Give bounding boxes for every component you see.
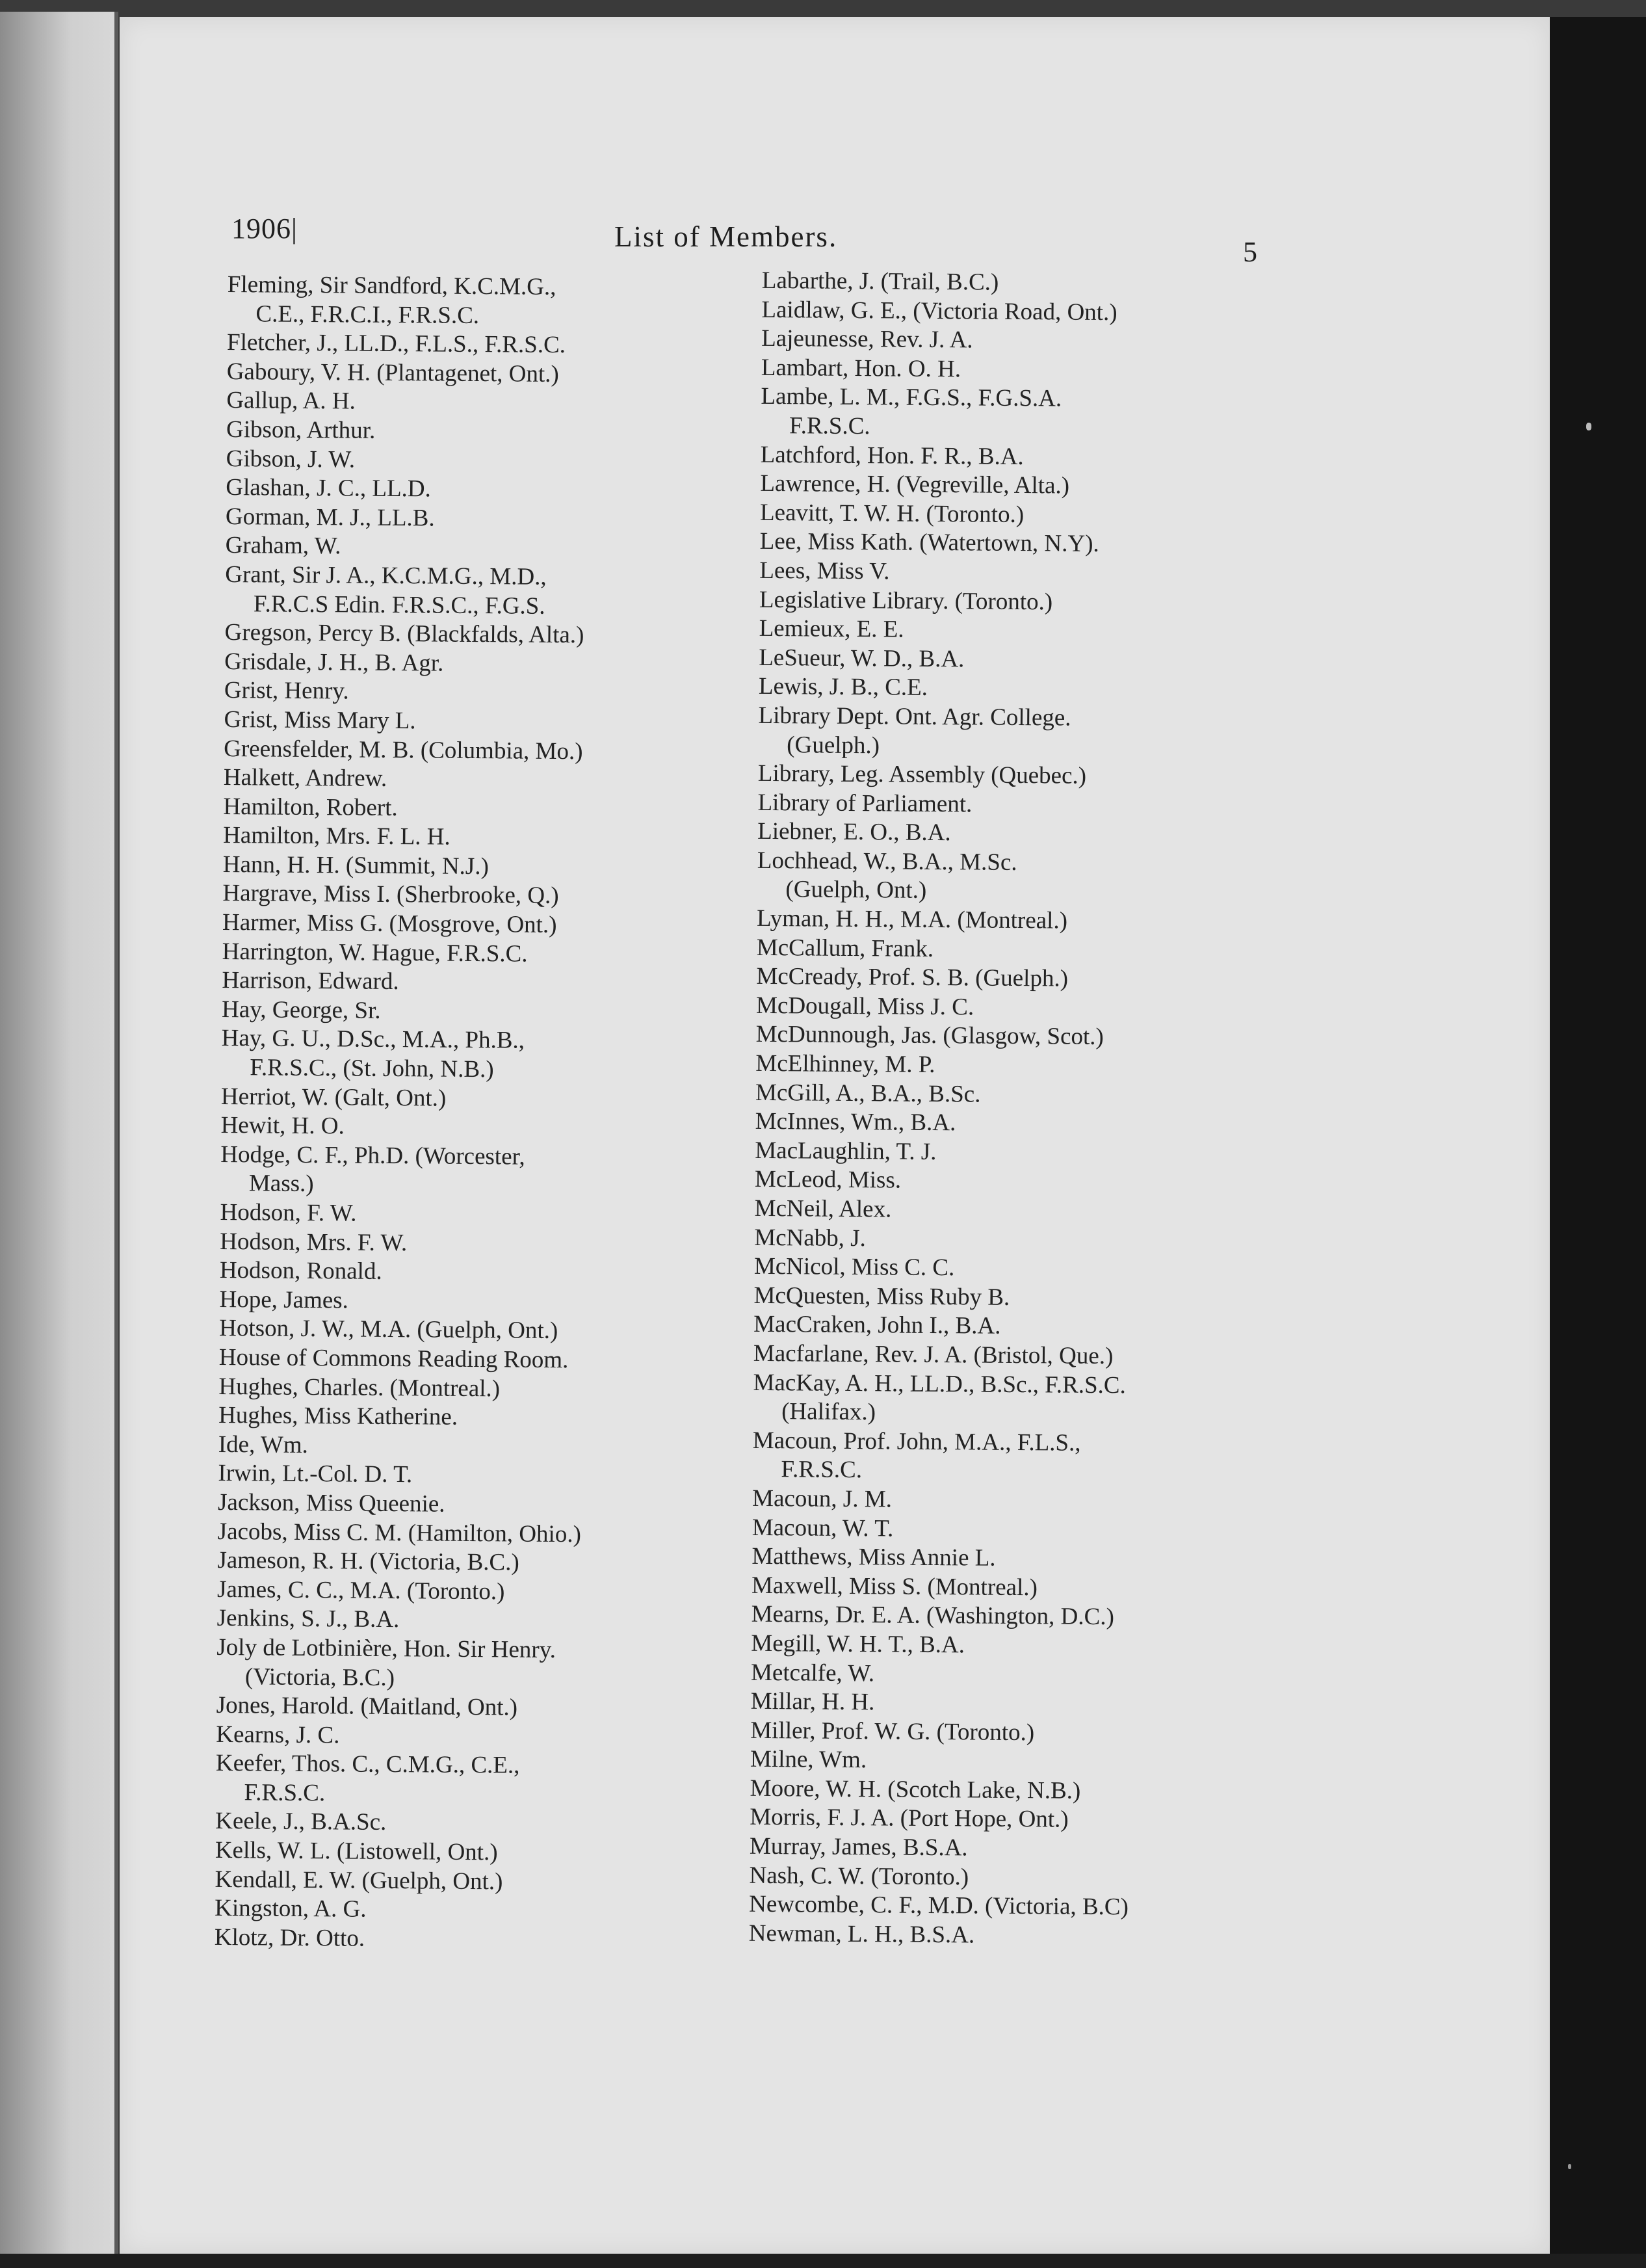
member-name: Megill, W. H. T., B.A. [751,1629,965,1659]
member-name: Gregson, Percy B. (Blackfalds, Alta.) [224,619,584,649]
member-list-left-column [215,270,735,1956]
member-entry [757,904,1264,938]
member-entry [216,1691,723,1724]
member-name: McNabb, J. [754,1224,867,1252]
member-name: Fleming, Sir Sandford, K.C.M.G., [227,270,556,300]
member-name: McInnes, Wm., B.A. [755,1108,956,1137]
member-entry [218,1488,725,1522]
member-entry [218,1373,725,1406]
member-entry-continuation: C.E., F.R.C.I., F.R.S.C. [255,300,480,329]
member-entry [218,1431,725,1464]
member-entry [219,1343,726,1377]
member-name: Keele, J., B.A.Sc. [215,1808,387,1836]
member-entry [226,503,733,536]
member-entry [751,1687,1258,1721]
member-name: Kendall, E. W. (Guelph, Ont.) [215,1866,503,1895]
member-entry [224,734,731,767]
member-entry-continuation: F.R.S.C. [244,1779,326,1807]
member-entry [220,1141,728,1202]
member-name: LeSueur, W. D., B.A. [759,644,965,673]
member-name: Keefer, Thos. C., C.M.G., C.E., [215,1750,520,1779]
member-name: Moore, W. H. (Scotch Lake, N.B.) [750,1774,1081,1804]
member-entry [218,1517,725,1550]
member-entry [753,1368,1261,1430]
member-entry [222,879,729,912]
member-entry [754,1194,1261,1228]
member-entry [217,1604,724,1637]
member-name: Macoun, W. T. [751,1514,894,1542]
member-name: Graham, W. [225,532,341,560]
member-name: McElhinney, M. P. [755,1049,935,1079]
member-name: Grant, Sir J. A., K.C.M.G., M.D., [225,560,547,590]
member-entry [756,1020,1263,1053]
member-name: Jenkins, S. J., B.A. [216,1605,400,1633]
dust-speck [1586,423,1591,430]
member-name: Lemieux, E. E. [759,614,904,643]
member-entry [217,1546,724,1579]
member-entry [221,1083,728,1116]
member-name: Lyman, H. H., M.A. (Montreal.) [756,904,1068,934]
member-name: Library, Leg. Assembly (Quebec.) [757,759,1087,789]
member-entry [219,1286,726,1319]
member-name: Glashan, J. C., LL.D. [226,474,432,503]
member-name: Lambe, L. M., F.G.S., F.G.S.A. [761,383,1062,412]
member-name: Hodson, Mrs. F. W. [220,1228,408,1256]
member-name: Newcombe, C. F., M.D. (Victoria, B.C) [749,1891,1129,1921]
member-entry [761,295,1268,328]
member-entry [224,676,731,709]
member-entry [762,267,1269,300]
member-entry [760,527,1267,560]
member-entry [750,1832,1257,1866]
member-name: Hodson, F. W. [220,1198,357,1227]
member-name: Legislative Library. (Toronto.) [759,586,1053,615]
member-entry [751,1629,1258,1663]
member-name: Grist, Henry. [224,677,349,705]
member-entry [227,270,735,332]
member-name: Liebner, E. O., B.A. [757,818,951,847]
member-entry [755,1165,1262,1198]
member-name: Hodge, C. F., Ph.D. (Worcester, [220,1141,525,1170]
member-entry [749,1890,1256,1923]
member-name: Kells, W. L. (Listowell, Ont.) [215,1836,498,1866]
member-entry-continuation: F.R.S.C. [789,412,870,440]
member-name: Fletcher, J., LL.D., F.L.S., F.R.S.C. [226,329,566,359]
member-name: Hann, H. H. (Summit, N.J.) [222,850,490,880]
member-name: Lajeunesse, Rev. J. A. [761,325,973,354]
member-name: James, C. C., M.A. (Toronto.) [216,1576,505,1605]
member-name: Greensfelder, M. B. (Columbia, Mo.) [224,735,583,765]
member-entry [216,1633,724,1695]
member-entry-continuation: F.R.S.C. [781,1456,863,1484]
member-entry [224,648,731,681]
member-entry [222,908,729,942]
member-entry [757,789,1264,822]
member-name: Library Dept. Ont. Agr. College. [758,702,1071,732]
member-name: Jones, Harold. (Maitland, Ont.) [216,1692,518,1721]
member-entry [220,1198,727,1232]
member-entry [223,793,730,826]
member-name: Milne, Wm. [750,1746,867,1774]
member-name: Klotz, Dr. Otto. [214,1923,365,1952]
member-name: Laidlaw, G. E., (Victoria Road, Ont.) [761,296,1117,326]
member-entry [222,966,729,999]
member-entry [751,1542,1259,1576]
member-entry [220,1256,727,1289]
member-entry [751,1600,1259,1633]
member-entry [215,1836,722,1869]
dust-speck [1568,2164,1571,2169]
member-name: Harrington, W. Hague, F.R.S.C. [222,938,528,968]
member-name: Harrison, Edward. [222,967,399,996]
member-name: Macfarlane, Rev. J. A. (Bristol, Que.) [753,1339,1114,1370]
member-name: McCready, Prof. S. B. (Guelph.) [756,963,1069,992]
member-name: Nash, C. W. (Toronto.) [749,1862,969,1891]
member-name: Metcalfe, W. [750,1659,875,1687]
facing-page-edge [0,12,117,2268]
member-name: Hamilton, Robert. [223,793,398,821]
member-name: Labarthe, J. (Trail, B.C.) [761,267,999,296]
member-entry [751,1572,1259,1605]
member-entry [759,672,1266,705]
member-name: Miller, Prof. W. G. (Toronto.) [750,1717,1035,1746]
member-name: Macoun, J. M. [751,1484,893,1513]
member-name: Hamilton, Mrs. F. L. H. [223,822,451,850]
member-name: House of Commons Reading Room. [218,1343,569,1374]
member-name: Jackson, Miss Queenie. [217,1488,445,1518]
member-entry [227,328,734,362]
member-name: MacCraken, John I., B.A. [753,1311,1001,1340]
member-entry [750,1803,1257,1836]
member-entry-continuation: (Guelph.) [787,731,880,759]
member-entry [751,1658,1258,1691]
member-entry [215,1866,722,1899]
member-entry [755,1049,1262,1083]
member-entry-continuation: (Halifax.) [781,1398,876,1426]
member-name: McDougall, Miss J. C. [755,992,974,1021]
member-entry [217,1576,724,1609]
member-entry [761,354,1268,387]
member-entry [225,560,733,622]
member-name: Grisdale, J. H., B. Agr. [224,648,444,677]
member-name: Irwin, Lt.-Col. D. T. [218,1460,413,1488]
member-name: MacKay, A. H., LL.D., B.Sc., F.R.S.C. [753,1369,1126,1399]
member-entry [754,1252,1261,1286]
member-name: Kingston, A. G. [215,1895,367,1923]
member-list-right-column [749,267,1269,1952]
member-name: Gaboury, V. H. (Plantagenet, Ont.) [226,358,559,388]
member-name: Latchford, Hon. F. R., B.A. [760,441,1024,470]
member-entry [223,821,730,854]
book-gutter [114,12,118,2268]
member-name: McNicol, Miss C. C. [753,1253,955,1282]
member-entry [754,1223,1261,1256]
member-name: Jameson, R. H. (Victoria, B.C.) [217,1547,519,1576]
member-name: Leavitt, T. W. H. (Toronto.) [759,499,1025,528]
member-name: McNeil, Alex. [754,1194,892,1223]
member-entry [759,614,1266,648]
member-entry [758,759,1265,793]
member-entry [218,1459,725,1492]
member-name: Hay, G. U., D.Sc., M.A., Ph.B., [221,1025,525,1055]
member-entry-continuation: (Guelph, Ont.) [785,876,927,904]
member-entry [757,847,1264,908]
member-name: Hay, George, Sr. [221,996,381,1024]
member-entry [224,705,731,739]
page-number: 5 [1243,236,1257,268]
member-name: Lees, Miss V. [759,557,890,585]
member-name: Jacobs, Miss C. M. (Hamilton, Ohio.) [217,1518,582,1548]
member-name: Millar, H. H. [750,1687,875,1716]
member-entry-continuation: Mass.) [248,1170,314,1198]
member-name: Kearns, J. C. [216,1721,340,1749]
member-name: Joly de Lotbinière, Hon. Sir Henry. [216,1633,556,1663]
member-name: Hodson, Ronald. [219,1257,382,1286]
member-name: McLeod, Miss. [754,1166,902,1194]
member-entry [756,962,1263,996]
member-entry [215,1923,722,1957]
member-name: Hughes, Miss Katherine. [218,1402,458,1431]
member-name: Grist, Miss Mary L. [224,705,416,735]
member-entry [758,702,1266,763]
member-entry [761,440,1268,473]
member-name: Gallup, A. H. [226,387,356,415]
member-entry [753,1310,1261,1343]
member-entry [226,386,733,419]
member-name: Hargrave, Miss I. (Sherbrooke, Q.) [222,880,559,910]
member-entry [222,996,729,1029]
member-entry [757,933,1264,966]
member-entry [759,644,1266,677]
member-name: Lambart, Hon. O. H. [761,354,961,383]
member-entry [227,358,734,391]
member-entry [215,1894,722,1927]
member-entry [761,382,1268,444]
member-name: Murray, James, B.S.A. [749,1832,968,1862]
member-entry [224,763,731,797]
member-name: Lee, Miss Kath. (Watertown, N.Y). [759,528,1099,558]
member-entry-continuation: F.R.S.C., (St. John, N.B.) [250,1054,494,1083]
member-entry [755,1137,1262,1170]
running-head-year: 1906| [231,213,298,244]
member-entry [753,1339,1261,1373]
member-name: Ide, Wm. [218,1431,309,1458]
member-entry [759,585,1266,618]
member-name: Hotson, J. W., M.A. (Guelph, Ont.) [219,1315,558,1345]
member-name: McGill, A., B.A., B.Sc. [755,1079,981,1108]
member-name: Newman, L. H., B.S.A. [748,1919,975,1949]
member-name: MacLaughlin, T. J. [755,1137,937,1165]
member-name: Herriot, W. (Galt, Ont.) [220,1083,447,1112]
member-name: McDunnough, Jas. (Glasgow, Scot.) [755,1021,1104,1051]
member-entry [750,1716,1257,1749]
member-entry [223,850,730,884]
member-entry [760,499,1267,532]
member-name: Library of Parliament. [757,789,973,818]
member-entry [216,1721,723,1754]
member-entry [218,1401,725,1434]
member-entry [757,817,1264,850]
member-entry [220,1228,727,1261]
member-entry [755,1107,1262,1141]
member-entry [753,1282,1261,1315]
member-entry-continuation: (Victoria, B.C.) [244,1663,395,1691]
member-name: Morris, F. J. A. (Port Hope, Ont.) [750,1804,1069,1834]
scan-border-bottom [0,2254,1646,2268]
member-name: Gibson, Arthur. [226,415,376,444]
member-entry [220,1111,727,1144]
member-name: Hughes, Charles. (Montreal.) [218,1373,501,1402]
member-name: McCallum, Frank. [756,934,934,962]
member-entry [219,1314,726,1347]
page-title: List of Members. [614,220,838,253]
member-entry [749,1919,1256,1953]
member-name: Matthews, Miss Annie L. [751,1542,996,1572]
member-entry [752,1427,1260,1488]
member-entry [749,1861,1256,1894]
member-name: Lochhead, W., B.A., M.Sc. [757,847,1017,876]
member-entry [760,469,1267,503]
member-entry [215,1749,723,1811]
member-entry [752,1513,1259,1546]
member-entry [224,618,731,652]
member-entry [221,1024,729,1086]
member-entry [225,531,732,564]
member-name: Gibson, J. W. [226,445,356,473]
member-entry [215,1807,722,1840]
member-name: Lawrence, H. (Vegreville, Alta.) [760,470,1070,499]
member-entry [222,938,729,971]
member-entry [761,324,1268,358]
member-entry [756,992,1263,1025]
member-entry [226,445,733,478]
member-entry [759,557,1266,590]
member-entry [750,1745,1257,1778]
member-entry [752,1484,1259,1518]
scan-border-right [1550,17,1646,2268]
member-name: Harmer, Miss G. (Mosgrove, Ont.) [222,909,557,939]
member-name: Mearns, Dr. E. A. (Washington, D.C.) [751,1601,1115,1631]
member-entry [750,1774,1257,1808]
member-entry-continuation: F.R.C.S Edin. F.R.S.C., F.G.S. [253,590,545,620]
member-entry [226,473,733,507]
member-name: Lewis, J. B., C.E. [758,673,928,702]
member-name: Macoun, Prof. John, M.A., F.L.S., [752,1427,1081,1457]
member-name: Maxwell, Miss S. (Montreal.) [751,1572,1038,1601]
member-name: Gorman, M. J., LL.B. [225,503,435,532]
member-name: McQuesten, Miss Ruby B. [753,1282,1010,1311]
member-name: Hope, James. [219,1286,349,1314]
member-name: Hewit, H. O. [220,1112,345,1140]
member-entry [226,415,733,449]
member-entry [755,1078,1262,1111]
member-name: Halkett, Andrew. [223,764,387,793]
